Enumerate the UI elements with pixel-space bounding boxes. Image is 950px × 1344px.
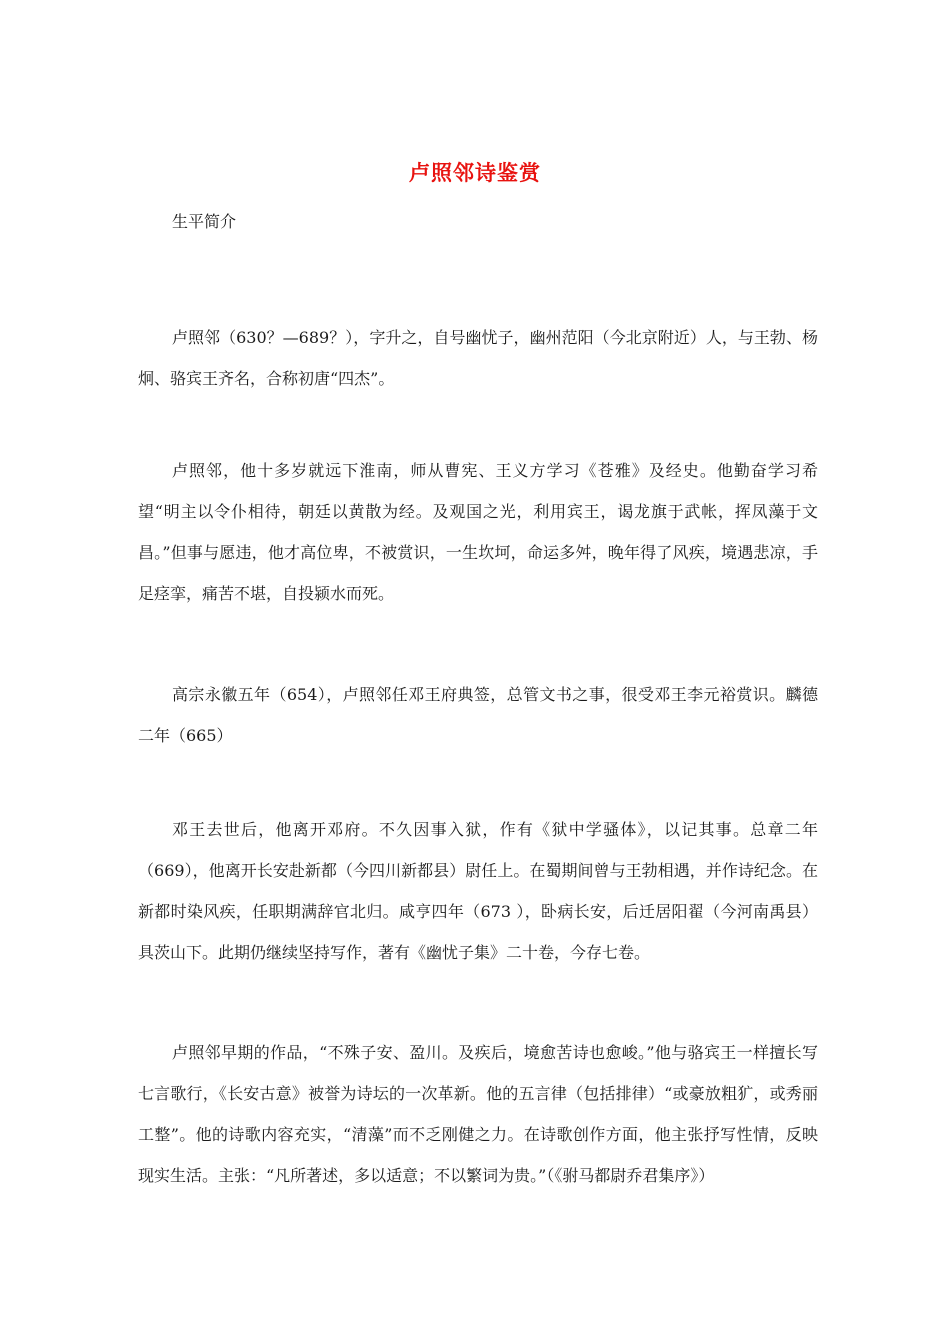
paragraph-early-life: 卢照邻，他十多岁就远下淮南，师从曹宪、王义方学习《苍雅》及经史。他勤奋学习希望“明主以令仆相待，朝廷以黄散为经。及观国之光，利用宾王，谒龙旗于武帐，挥凤藻于文昌。”但事与愿违，他才高位卑，不被赏识，一生坎坷，命运多舛，晚年得了风疾，境遇悲凉，手足痉挛，痛苦不堪，自投颍水而死。 <box>138 461 818 603</box>
paragraph-intro: 卢照邻（630？—689？），字升之，自号幽忧子，幽州范阳（今北京附近）人，与王勃、杨炯、骆宾王齐名，合称初唐“四杰”。 <box>138 328 818 388</box>
paragraph-works: 卢照邻早期的作品，“不殊子安、盈川。及疾后，境愈苦诗也愈峻。”他与骆宾王一样擅长写七言歌行，《长安古意》被誉为诗坛的一次革新。他的五言律（包括排律）“或豪放粗犷，或秀丽工整”。他的诗歌内容充实，“清藻”而不乏刚健之力。在诗歌创作方面，他主张抒写性情，反映现实生活。主张：“凡所著述，多以适意；不以繁词为贵。”（《驸马都尉乔君集序》） <box>138 1043 818 1185</box>
page-title: 卢照邻诗鉴赏 <box>409 160 541 185</box>
paragraph-later-life: 邓王去世后，他离开邓府。不久因事入狱，作有《狱中学骚体》，以记其事。总章二年（669），他离开长安赴新都（今四川新都县）尉任上。在蜀期间曾与王勃相遇，并作诗纪念。在新都时染风疾，任职期满辞官北归。咸亨四年（673 ），卧病长安，后迁居阳翟（今河南禹县）具茨山下。此期仍继续坚持写作，著有《幽忧子集》二十卷，今存七卷。 <box>138 820 818 962</box>
paragraph-deng-wang: 高宗永徽五年（654），卢照邻任邓王府典签，总管文书之事，很受邓王李元裕赏识。麟德二年（665） <box>138 685 818 745</box>
section-label: 生平简介 <box>172 212 237 231</box>
